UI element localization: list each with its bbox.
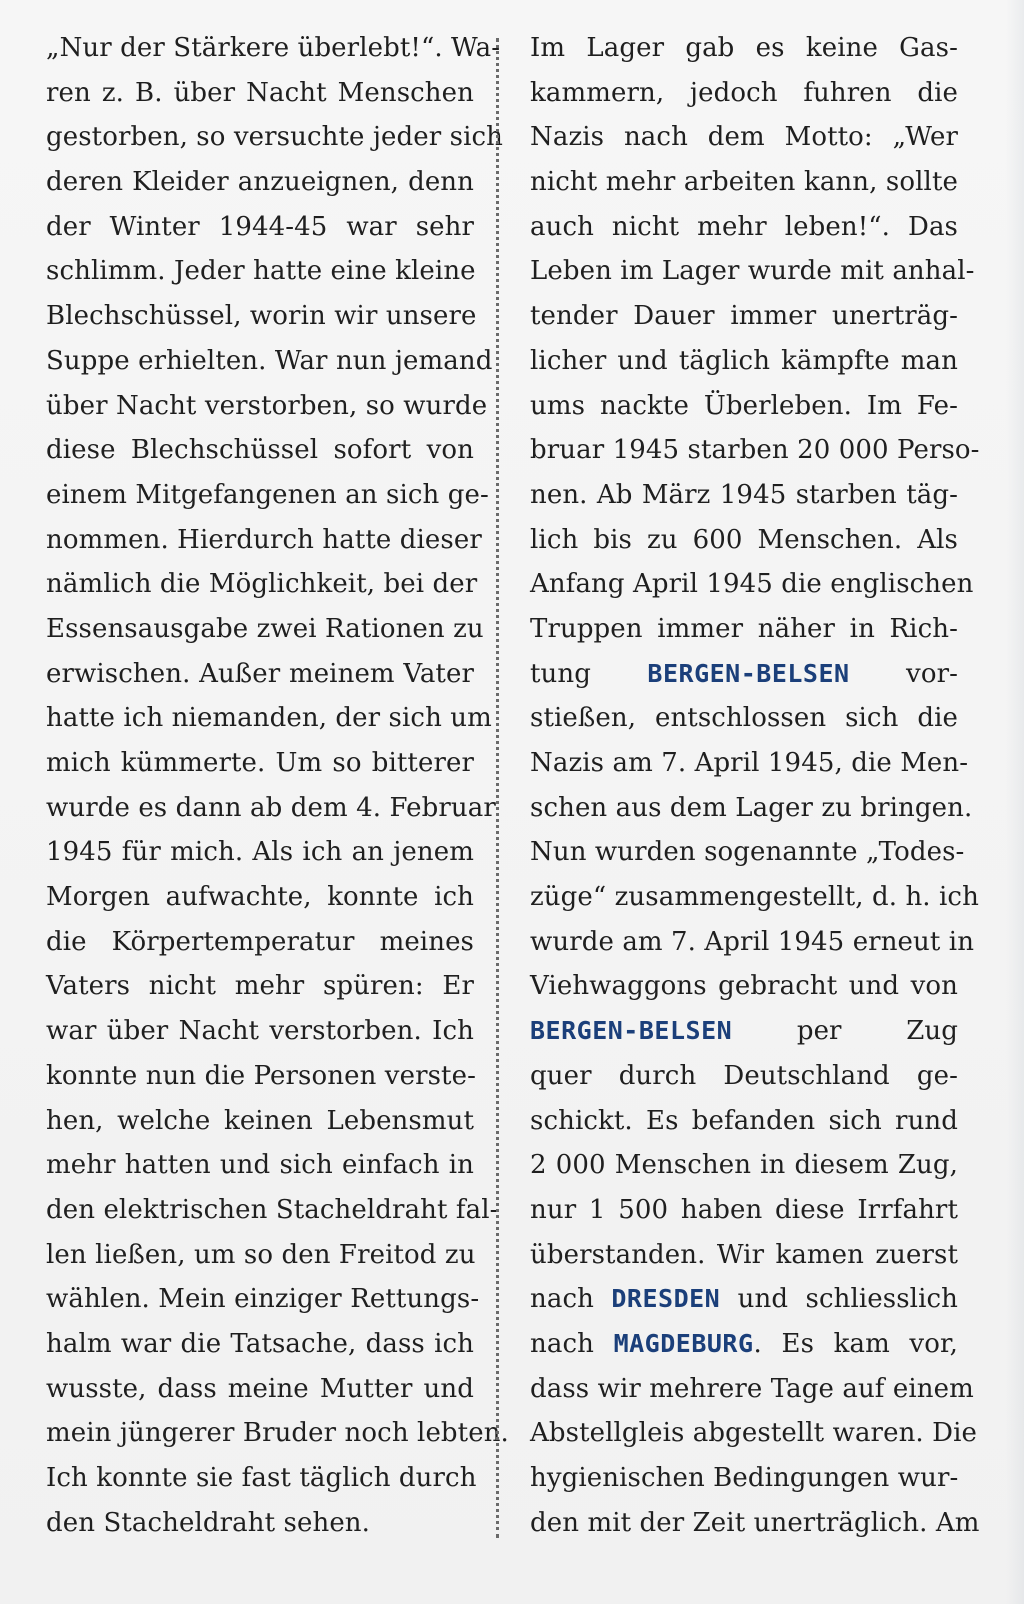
text-line: dass wir mehrere Tage auf einem bbox=[530, 1373, 974, 1404]
text-line: 1945 für mich. Als ich an jenem bbox=[46, 837, 474, 868]
text-line: nicht mehr arbeiten kann, sollte bbox=[530, 167, 958, 198]
text-line: „Nur der Stärkere überlebt!“. Wa- bbox=[46, 33, 501, 63]
text-line: diese Blechschüssel sofort von bbox=[46, 435, 474, 466]
text-line: Truppen immer näher in Rich- bbox=[530, 613, 958, 644]
text-line: Leben im Lager wurde mit anhal- bbox=[530, 256, 975, 287]
text-line bbox=[530, 652, 958, 697]
text-line: hygienischen Bedingungen wur- bbox=[530, 1463, 959, 1493]
text-line: hatte ich niemanden, der sich um bbox=[46, 703, 492, 734]
place-name-bergen-belsen: BERGEN-BELSEN bbox=[530, 1016, 733, 1046]
text-line: lich bis zu 600 Menschen. Als bbox=[530, 524, 958, 555]
text-line: züge“ zusammengestellt, d. h. ich bbox=[530, 882, 979, 913]
text-fragment: und schliesslich bbox=[737, 1284, 958, 1315]
place-name-magdeburg: MAGDEBURG bbox=[613, 1328, 754, 1358]
text-line: über Nacht verstorben, so wurde bbox=[46, 390, 488, 421]
text-fragment: . Es kam vor, bbox=[753, 1328, 958, 1359]
text-line: ren z. B. über Nacht Menschen bbox=[46, 77, 474, 108]
column-divider bbox=[496, 38, 499, 1538]
text-line: len ließen, um so den Freitod zu bbox=[46, 1239, 476, 1270]
text-line: wurde es dann ab dem 4. Februar bbox=[46, 792, 496, 823]
text-line: nen. Ab März 1945 starben täg- bbox=[530, 479, 958, 510]
text-line: den mit der Zeit unerträglich. Am bbox=[530, 1507, 980, 1538]
text-line: schickt. Es befanden sich rund bbox=[530, 1105, 958, 1136]
place-name-dresden: DRESDEN bbox=[611, 1284, 721, 1314]
text-line: gestorben, so versuchte jeder sich bbox=[46, 122, 504, 153]
text-line: 2 000 Menschen in diesem Zug, bbox=[530, 1150, 958, 1181]
text-line: mehr hatten und sich einfach in bbox=[46, 1150, 474, 1181]
text-line: Vaters nicht mehr spüren: Er bbox=[46, 971, 474, 1002]
text-line: überstanden. Wir kamen zuerst bbox=[530, 1239, 958, 1270]
left-text-column bbox=[46, 26, 509, 1545]
text-line: tender Dauer immer unerträg- bbox=[530, 301, 958, 332]
text-fragment: tung bbox=[530, 658, 591, 689]
text-line bbox=[530, 1277, 958, 1322]
text-line: Viehwaggons gebracht und von bbox=[530, 971, 958, 1002]
text-fragment: per Zug bbox=[796, 1016, 958, 1047]
text-line: schlimm. Jeder hatte eine kleine bbox=[46, 256, 476, 287]
text-line: wurde am 7. April 1945 erneut in bbox=[530, 926, 975, 957]
text-line: nur 1 500 haben diese Irrfahrt bbox=[530, 1194, 958, 1225]
text-line: den Stacheldraht sehen. bbox=[46, 1507, 371, 1538]
text-line: einem Mitgefangenen an sich ge- bbox=[46, 479, 489, 510]
text-line: Nazis am 7. April 1945, die Men- bbox=[530, 748, 969, 778]
text-line: Essensausgabe zwei Rationen zu bbox=[46, 613, 484, 644]
page-edge-shadow bbox=[1006, 0, 1024, 1604]
text-line: auch nicht mehr leben!“. Das bbox=[530, 211, 958, 242]
text-line: wusste, dass meine Mutter und bbox=[46, 1373, 474, 1404]
text-line: den elektrischen Stacheldraht fal- bbox=[46, 1194, 499, 1225]
right-text-column bbox=[530, 26, 980, 1545]
text-line: Im Lager gab es keine Gas- bbox=[530, 33, 958, 63]
text-line: Abstellgleis abgestellt waren. Die bbox=[530, 1418, 977, 1449]
text-line: deren Kleider anzueignen, denn bbox=[46, 167, 474, 198]
text-line: nommen. Hierdurch hatte dieser bbox=[46, 524, 482, 555]
text-fragment: nach bbox=[530, 1328, 594, 1359]
text-line: Suppe erhielten. War nun jemand bbox=[46, 345, 493, 376]
text-line: bruar 1945 starben 20 000 Perso- bbox=[530, 435, 980, 466]
text-line: die Körpertemperatur meines bbox=[46, 926, 474, 957]
text-line: quer durch Deutschland ge- bbox=[530, 1060, 958, 1091]
text-line: Morgen aufwachte, konnte ich bbox=[46, 882, 474, 913]
text-fragment: vor- bbox=[906, 658, 958, 689]
text-line: licher und täglich kämpfte man bbox=[530, 345, 958, 376]
text-line bbox=[530, 1322, 958, 1367]
text-line: konnte nun die Personen verste- bbox=[46, 1060, 476, 1091]
text-line: nämlich die Möglichkeit, bei der bbox=[46, 569, 478, 600]
text-line: stießen, entschlossen sich die bbox=[530, 703, 958, 734]
text-line: Nazis nach dem Motto: „Wer bbox=[530, 122, 958, 153]
text-line: war über Nacht verstorben. Ich bbox=[46, 1016, 474, 1047]
place-name-bergen-belsen: BERGEN-BELSEN bbox=[647, 658, 850, 688]
text-fragment: nach bbox=[530, 1284, 594, 1315]
text-line: Blechschüssel, worin wir unsere bbox=[46, 301, 477, 332]
text-line: erwischen. Außer meinem Vater bbox=[46, 658, 474, 689]
text-line: halm war die Tatsache, dass ich bbox=[46, 1328, 474, 1359]
text-line: wählen. Mein einziger Rettungs- bbox=[46, 1284, 480, 1315]
text-line: hen, welche keinen Lebensmut bbox=[46, 1105, 474, 1136]
text-line: Nun wurden sogenannte „Todes- bbox=[530, 837, 965, 868]
text-line: kammern, jedoch fuhren die bbox=[530, 77, 958, 108]
text-line: Ich konnte sie fast täglich durch bbox=[46, 1463, 477, 1493]
text-line: mich kümmerte. Um so bitterer bbox=[46, 748, 474, 778]
text-line: der Winter 1944-45 war sehr bbox=[46, 211, 474, 242]
text-line bbox=[530, 1009, 958, 1054]
text-line: ums nackte Überleben. Im Fe- bbox=[530, 390, 958, 421]
text-line: mein jüngerer Bruder noch lebten. bbox=[46, 1418, 509, 1449]
text-line: schen aus dem Lager zu bringen. bbox=[530, 792, 973, 823]
text-line: Anfang April 1945 die englischen bbox=[530, 569, 974, 600]
